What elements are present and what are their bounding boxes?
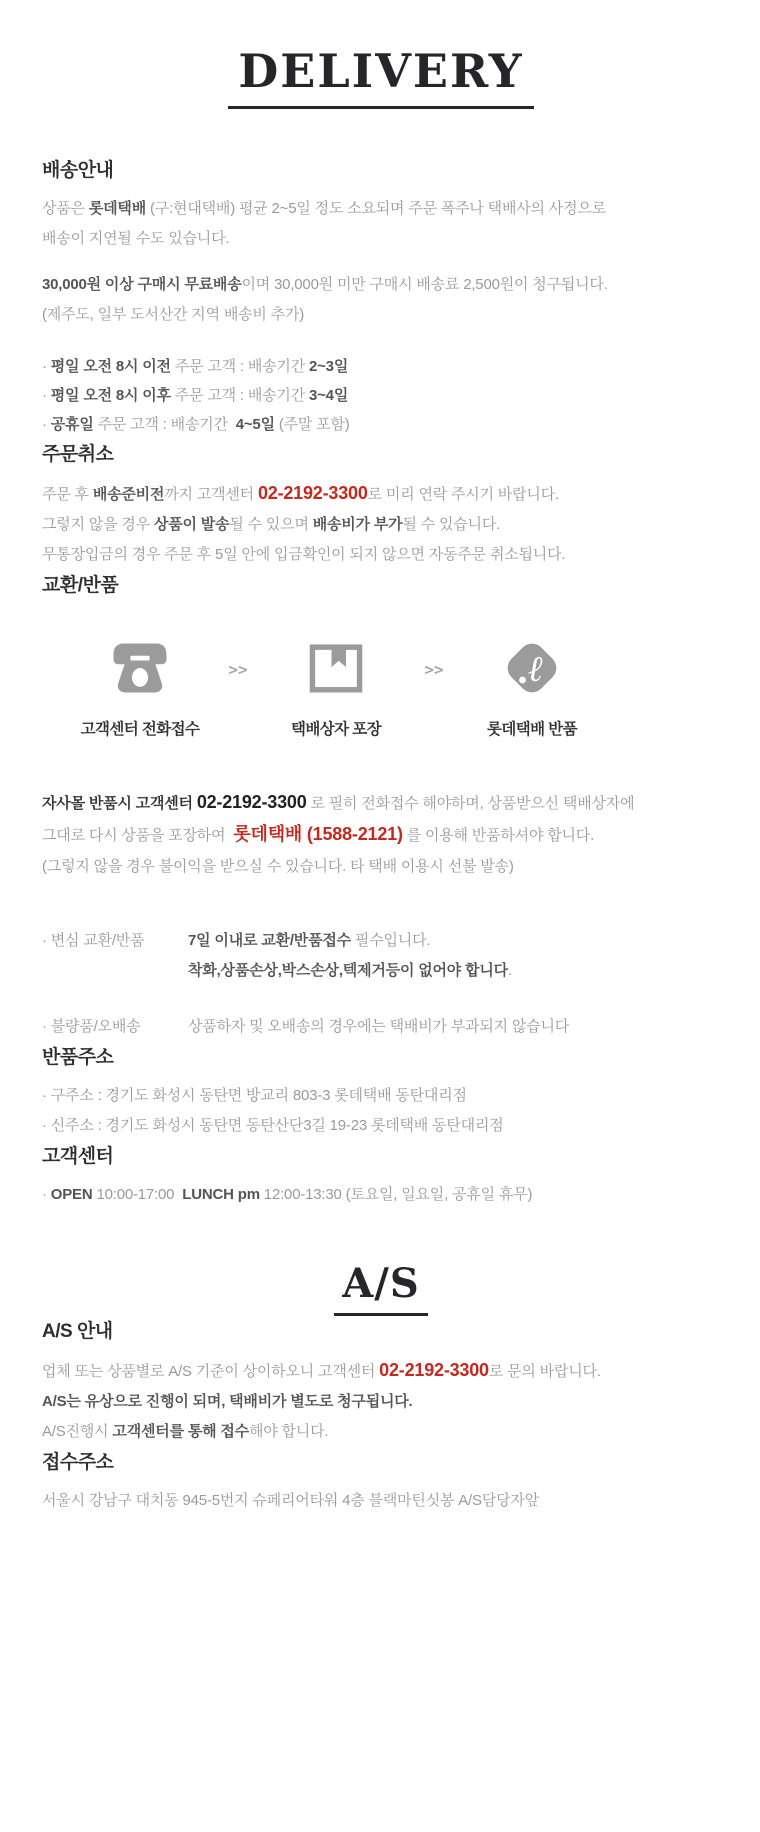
- text-line: 30,000원 이상 구매시 무료배송이며 30,000원 미만 구매시 배송료 2,500원이 청구됩니다.: [42, 276, 608, 293]
- text-line: A/S는 유상으로 진행이 되며, 택배비가 별도로 청구됩니다.: [42, 1393, 413, 1410]
- text-line: A/S진행시 고객센터를 통해 접수해야 합니다.: [42, 1423, 329, 1440]
- double-chevron-icon: >>: [424, 660, 444, 679]
- text-line: 그대로 다시 상품을 포장하여 롯데택배 (1588-2121) 를 이용해 반품하셔야 합니다.: [42, 824, 595, 844]
- exchange-item-defective: [42, 1012, 720, 1042]
- bullet-line: · 평일 오전 8시 이후 주문 고객 : 배송기간 3~4일: [42, 387, 349, 404]
- exchange-paragraph: [42, 787, 720, 882]
- text-line: 무통장입금의 경우 주문 후 5일 안에 입금확인이 되지 않으면 자동주문 취소됩니다.: [42, 546, 566, 563]
- lotte-logo-icon: [452, 633, 612, 703]
- step-lotte-return: [452, 633, 612, 739]
- phone-icon: [60, 633, 220, 703]
- item-label: · 변심 교환/반품: [42, 932, 145, 949]
- text-line: 그렇지 않을 경우 상품이 발송될 수 있으며 배송비가 부가될 수 있습니다.: [42, 516, 501, 533]
- return-address-heading: 반품주소: [42, 1047, 114, 1068]
- item-body: [160, 1012, 569, 1042]
- section-shipping-guide: [42, 155, 720, 439]
- as-guide-heading: A/S 안내: [42, 1321, 113, 1342]
- exchange-item-change-of-mind: [42, 926, 720, 986]
- customer-center-heading: 고객센터: [42, 1146, 114, 1167]
- shipping-heading: 배송안내: [42, 160, 114, 181]
- step-label: 택배상자 포장: [291, 721, 381, 738]
- section-as-guide: [42, 1316, 720, 1447]
- text-line: 주문 후 배송준비전까지 고객센터 02-2192-3300로 미리 연락 주시기 바랍니다.: [42, 483, 559, 503]
- text-line: 자사몰 반품시 고객센터 02-2192-3300 로 필히 전화접수 해야하며, 상품받으신 택배상자에: [42, 792, 635, 812]
- address-line: · 구주소 : 경기도 화성시 동탄면 방교리 803-3 롯데택배 동탄대리점: [42, 1087, 467, 1104]
- as-address-heading: 접수주소: [42, 1452, 114, 1473]
- bullet-line: · 평일 오전 8시 이전 주문 고객 : 배송기간 2~3일: [42, 358, 349, 375]
- delivery-title: [42, 44, 720, 109]
- delivery-title-text: DELIVERY: [228, 44, 533, 109]
- exchange-heading: 교환/반품: [42, 575, 119, 596]
- address-line: · 신주소 : 경기도 화성시 동탄면 동탄산단3길 19-23 롯데택배 동탄대리점: [42, 1117, 504, 1134]
- shipping-bullet-list: [42, 352, 720, 439]
- return-address-list: [42, 1081, 720, 1141]
- cancel-heading: 주문취소: [42, 444, 114, 465]
- section-as-address: [42, 1447, 720, 1516]
- step-box-packing: [256, 633, 416, 739]
- section-order-cancel: [42, 439, 720, 570]
- shipping-paragraph-2: [42, 270, 720, 330]
- text-line: 상품하자 및 오배송의 경우에는 택배비가 부과되지 않습니다: [188, 1018, 570, 1035]
- item-label: · 불량품/오배송: [42, 1018, 141, 1035]
- text-line: 상품은 롯데택배 (구:현대택배) 평균 2~5일 정도 소요되며 주문 폭주나 택배사의 사정으로: [42, 200, 606, 217]
- address-line: 서울시 강남구 대치동 945-5번지 슈페리어타워 4층 블랙마틴싯봉 A/S담당자앞: [42, 1492, 539, 1509]
- as-title-text: A/S: [334, 1260, 428, 1316]
- text-line: 배송이 지연될 수도 있습니다.: [42, 230, 230, 247]
- step-customer-call: [60, 633, 220, 739]
- return-process-steps: [60, 633, 720, 739]
- svg-text:ℓ: ℓ: [527, 649, 543, 690]
- shipping-paragraph-1: [42, 194, 720, 254]
- section-return-address: [42, 1042, 720, 1141]
- text-line: 업체 또는 상품별로 A/S 기준이 상이하오니 고객센터 02-2192-3300로 문의 바랍니다.: [42, 1360, 601, 1380]
- item-body: [160, 926, 512, 986]
- text-line: (제주도, 일부 도서산간 지역 배송비 추가): [42, 306, 305, 323]
- as-title: [42, 1260, 720, 1316]
- section-customer-center: [42, 1141, 720, 1210]
- text-line: 착화,상품손상,박스손상,텍제거등이 없어야 합니다.: [188, 962, 512, 979]
- section-exchange-return: [42, 570, 720, 1042]
- bullet-line: · 공휴일 주문 고객 : 배송기간 4~5일 (주말 포함): [42, 416, 350, 433]
- text-line: 7일 이내로 교환/반품접수 필수입니다.: [188, 932, 431, 949]
- double-chevron-icon: >>: [228, 660, 248, 679]
- hours-line: · OPEN 10:00-17:00 LUNCH pm 12:00-13:30 (토요일, 일요일, 공휴일 휴무): [42, 1186, 533, 1203]
- box-icon: [256, 633, 416, 703]
- step-label: 고객센터 전화접수: [80, 721, 200, 738]
- step-label: 롯데택배 반품: [487, 721, 577, 738]
- text-line: (그렇지 않을 경우 불이익을 받으실 수 있습니다. 타 택배 이용시 선불 발송): [42, 858, 514, 875]
